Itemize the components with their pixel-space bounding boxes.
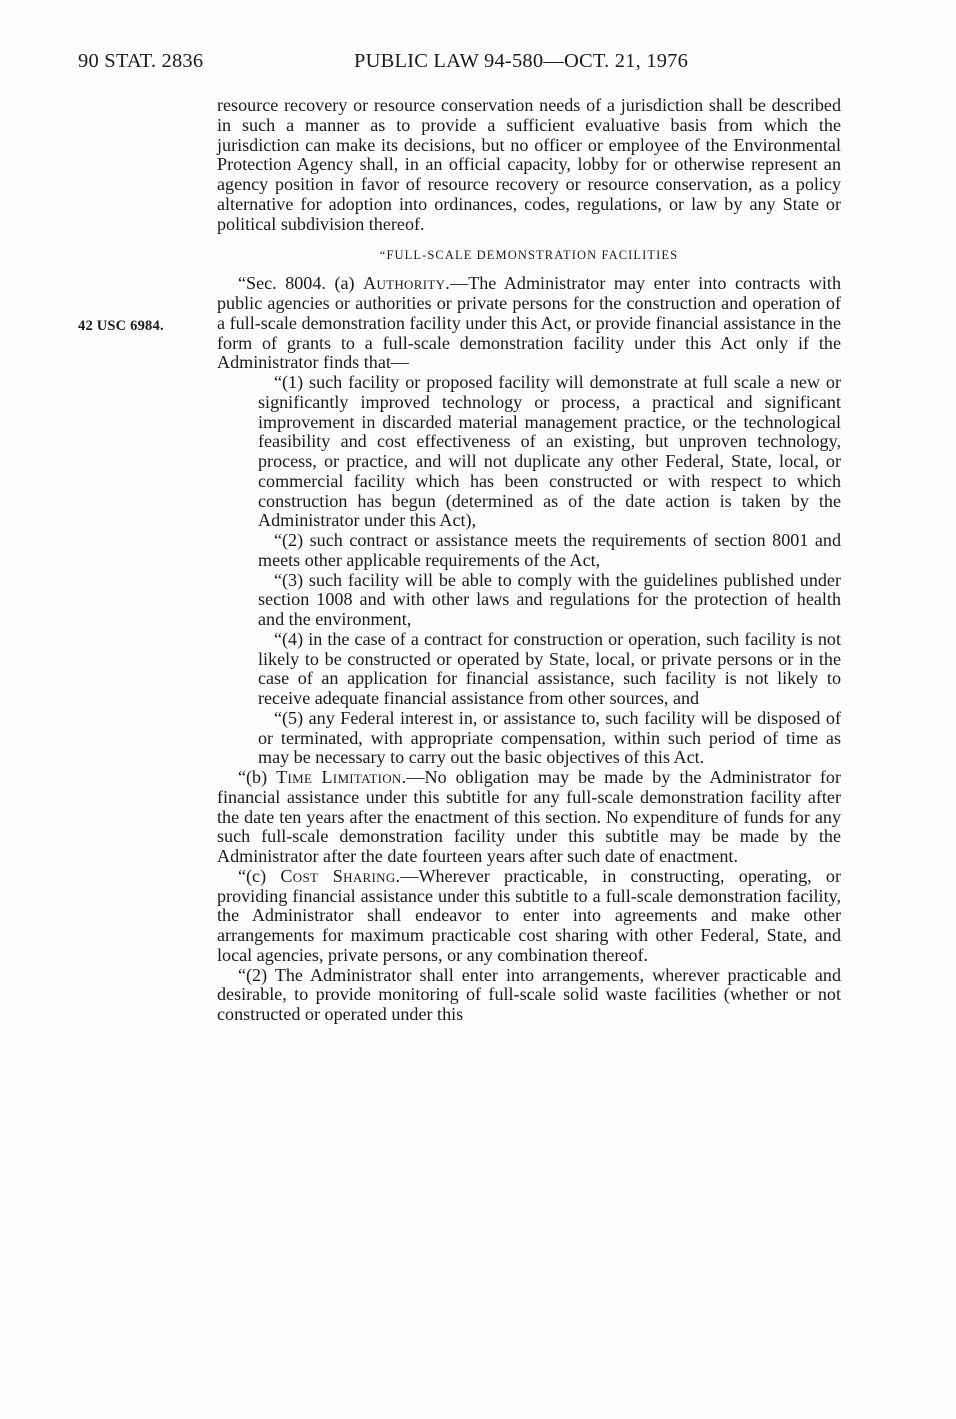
section-heading: “FULL-SCALE DEMONSTRATION FACILITIES — [379, 248, 679, 263]
section-8004-lead: “Sec. 8004. (a) — [238, 273, 364, 294]
time-limitation-lead: “(b) — [238, 767, 277, 787]
public-law-title: PUBLIC LAW 94-580—OCT. 21, 1976 — [354, 50, 689, 72]
section-8004-text: —The Administrator may enter into contracts with public agencies or authorities or private persons for the construction and operation of a full-scale demonstration facility under this Act, or provide financial assistance in the form of grants to a full-scale demonstration facility under this Act only if the Administrator finds that— — [217, 273, 841, 373]
finding-1: “(1) such facility or proposed facility will demonstrate at full scale a new or significantly improved technology or process, a practical and significant improvement in discarded material management practice, or the technological feasibility and cost effectiveness of an existing, but unproven technology, process, or practice, and will not duplicate any other Federal, State, local, or commercial facility which has been constructed or with respect to which construction has begun (determined as of the date action is taken by the Administrator under this Act), — [258, 372, 841, 531]
time-limitation-paragraph — [217, 768, 841, 867]
cost-sharing-text: —Wherever practicable, in constructing, operating, or providing financial assistance under this subtitle to a full-scale demonstration facility, the Administrator shall endeavor to enter into agreements and make other arrangements for maximum practicable cost sharing with other Federal, State, and local agencies, private persons, or any combination thereof. — [217, 865, 841, 965]
cost-sharing-paragraph — [217, 867, 841, 966]
intro-paragraph: resource recovery or resource conservation needs of a jurisdiction shall be described in such a manner as to provide a sufficient evaluative basis from which the jurisdiction can make its decisions, but no officer or employee of the Environmental Protection Agency shall, in an official capacity, lobby for or otherwise represent an agency position in favor of resource recovery or resource conservation, as a policy alternative for adoption into ordinances, codes, regulations, or law by any State or political subdivision thereof. — [217, 95, 841, 234]
body-text — [217, 96, 841, 1025]
cost-sharing-subhead: Cost Sharing. — [280, 865, 401, 886]
authority-subhead: Authority. — [363, 273, 451, 294]
finding-4: “(4) in the case of a contract for construction or operation, such facility is not likely to be constructed or operated by State, local, or private persons or in the case of an application for financial assistance, such facility is not likely to receive adequate financial assistance from other sources, and — [258, 628, 841, 708]
page-header — [78, 50, 878, 76]
cost-sharing-lead: “(c) — [238, 865, 281, 886]
time-limitation-subhead: Time Limitation. — [276, 767, 407, 787]
usc-margin-citation: 42 USC 6984. — [78, 318, 164, 334]
time-limitation-text: —No obligation may be made by the Administrator for financial assistance under this subtitle for any full-scale demonstration facility after the date ten years after the enactment of this section. No expenditure of funds for any such full-scale demonstration facility under this subtitle may be made by the Administrator after the date fourteen years after such date of enactment. — [217, 767, 841, 866]
finding-3: “(3) such facility will be able to comply with the guidelines published under section 1008 and with other laws and regulations for the protection of health and the environment, — [258, 569, 841, 629]
finding-2: “(2) such contract or assistance meets the requirements of section 8001 and meets other applicable requirements of the Act, — [258, 530, 841, 570]
stat-page-number: 90 STAT. 2836 — [78, 50, 204, 72]
paragraph-2: “(2) The Administrator shall enter into arrangements, wherever practicable and desirable, to provide monitoring of full-scale solid waste facilities (whether or not constructed or operated under this — [217, 964, 841, 1024]
section-8004-paragraph — [217, 274, 841, 373]
finding-5: “(5) any Federal interest in, or assistance to, such facility will be disposed of or terminated, with appropriate compensation, within such period of time as may be necessary to carry out the basic objectives of this Act. — [258, 707, 841, 768]
